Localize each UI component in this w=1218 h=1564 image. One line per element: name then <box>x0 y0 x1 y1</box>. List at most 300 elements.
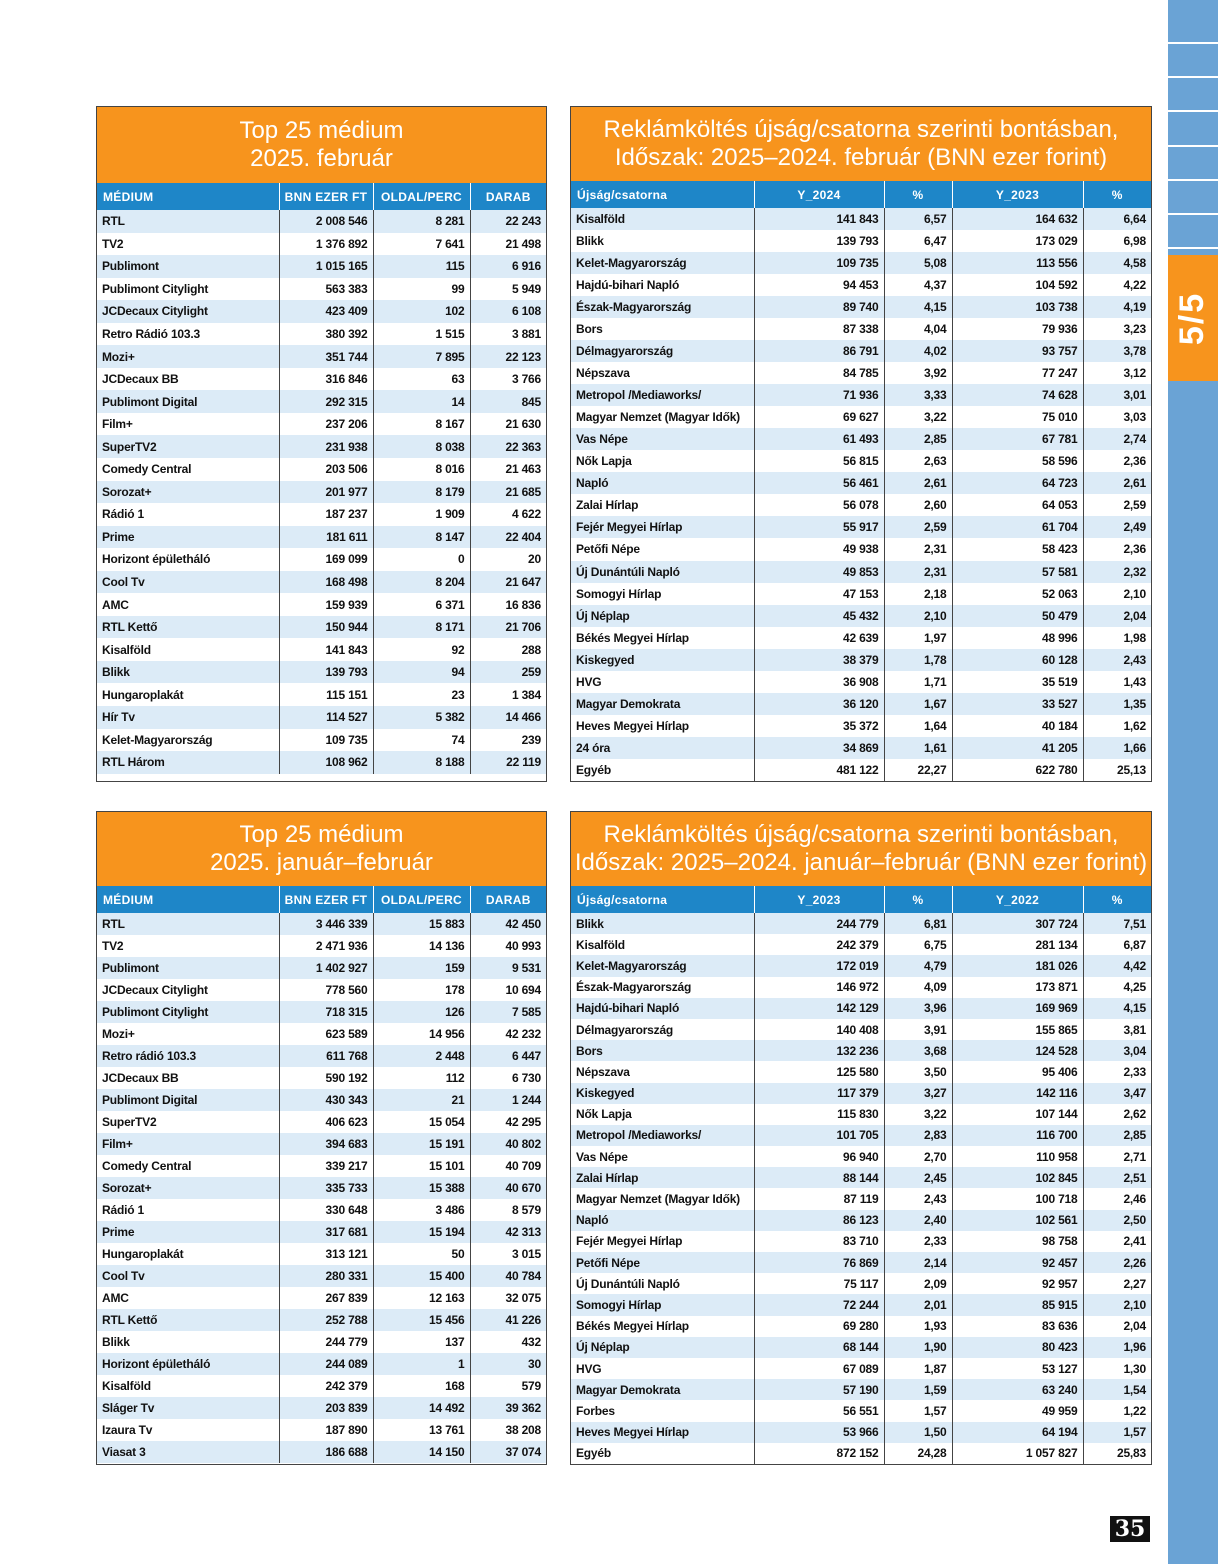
cell-value: 1,50 <box>884 1422 952 1443</box>
cell-value: 845 <box>470 390 546 413</box>
cell-value: 4,22 <box>1083 274 1151 296</box>
cell-value: 14 492 <box>373 1397 470 1419</box>
row-label: Békés Megyei Hírlap <box>571 1316 754 1337</box>
column-header: Y_2023 <box>754 886 884 913</box>
cell-value: 22,27 <box>884 759 952 781</box>
cell-value: 55 917 <box>754 516 884 538</box>
cell-value: 50 <box>373 1243 470 1265</box>
cell-value: 237 206 <box>279 413 373 436</box>
cell-value: 36 908 <box>754 671 884 693</box>
cell-value: 1,59 <box>884 1379 952 1400</box>
cell-value: 4,19 <box>1083 296 1151 318</box>
cell-value: 2,01 <box>884 1294 952 1315</box>
table-row <box>97 255 546 278</box>
cell-value: 99 <box>373 278 470 301</box>
row-label: Bors <box>571 1040 754 1061</box>
cell-value: 110 958 <box>952 1146 1083 1167</box>
cell-value: 2,59 <box>884 516 952 538</box>
cell-value: 8 016 <box>373 458 470 481</box>
title-line-2: 2025. január–február <box>210 849 433 876</box>
table-row <box>97 435 546 458</box>
row-label: RTL <box>97 210 279 233</box>
cell-value: 432 <box>470 1331 546 1353</box>
cell-value: 6,87 <box>1083 934 1151 955</box>
row-label: Blikk <box>97 661 279 684</box>
row-label: Kisalföld <box>571 934 754 955</box>
row-label: SuperTV2 <box>97 435 279 458</box>
row-label: Heves Megyei Hírlap <box>571 1422 754 1443</box>
cell-value: 22 119 <box>470 751 546 774</box>
table-row <box>571 1167 1151 1188</box>
cell-value: 1 402 927 <box>279 957 373 979</box>
cell-value: 3,04 <box>1083 1040 1151 1061</box>
row-label: Bors <box>571 318 754 340</box>
cell-value: 2,26 <box>1083 1252 1151 1273</box>
row-label: Nők Lapja <box>571 450 754 472</box>
row-label: Hajdú-bihari Napló <box>571 274 754 296</box>
cell-value: 67 089 <box>754 1358 884 1379</box>
cell-value: 42 232 <box>470 1023 546 1045</box>
cell-value: 37 074 <box>470 1441 546 1463</box>
cell-value: 169 099 <box>279 548 373 571</box>
table-row <box>571 494 1151 516</box>
cell-value: 7 895 <box>373 345 470 368</box>
cell-value: 4,25 <box>1083 977 1151 998</box>
table-row <box>571 1422 1151 1443</box>
cell-value: 1,93 <box>884 1316 952 1337</box>
cell-value: 21 685 <box>470 481 546 504</box>
cell-value: 40 709 <box>470 1155 546 1177</box>
cell-value: 203 839 <box>279 1397 373 1419</box>
cell-value: 380 392 <box>279 323 373 346</box>
cell-value: 53 966 <box>754 1422 884 1443</box>
row-label: Népszava <box>571 1061 754 1082</box>
cell-value: 15 194 <box>373 1221 470 1243</box>
cell-value: 172 019 <box>754 955 884 976</box>
table-row <box>571 428 1151 450</box>
cell-value: 21 <box>373 1089 470 1111</box>
cell-value: 32 075 <box>470 1287 546 1309</box>
row-label: Horizont épületháló <box>97 548 279 571</box>
cell-value: 139 793 <box>279 661 373 684</box>
cell-value: 186 688 <box>279 1441 373 1463</box>
cell-value: 3 881 <box>470 323 546 346</box>
table-row <box>571 1083 1151 1104</box>
cell-value: 2,45 <box>884 1167 952 1188</box>
cell-value: 3,92 <box>884 362 952 384</box>
table-row <box>571 913 1151 934</box>
table-row <box>97 1221 546 1243</box>
cell-value: 159 939 <box>279 593 373 616</box>
row-label: Kelet-Magyarország <box>571 252 754 274</box>
cell-value: 8 188 <box>373 751 470 774</box>
table-row <box>571 362 1151 384</box>
cell-value: 56 551 <box>754 1400 884 1421</box>
cell-value: 2,04 <box>1083 1316 1151 1337</box>
cell-value: 94 <box>373 661 470 684</box>
cell-value: 92 <box>373 638 470 661</box>
table-row <box>97 1375 546 1397</box>
cell-value: 71 936 <box>754 384 884 406</box>
cell-value: 21 647 <box>470 571 546 594</box>
cell-value: 259 <box>470 661 546 684</box>
cell-value: 22 123 <box>470 345 546 368</box>
cell-value: 3 766 <box>470 368 546 391</box>
cell-value: 2,36 <box>1083 538 1151 560</box>
cell-value: 116 700 <box>952 1125 1083 1146</box>
cell-value: 87 338 <box>754 318 884 340</box>
section-page-tab <box>1168 255 1218 381</box>
row-label: Vas Népe <box>571 428 754 450</box>
table-row <box>571 1443 1151 1464</box>
cell-value: 8 204 <box>373 571 470 594</box>
table-row <box>97 729 546 752</box>
cell-value: 4 622 <box>470 503 546 526</box>
cell-value: 115 <box>373 255 470 278</box>
cell-value: 3,68 <box>884 1040 952 1061</box>
row-label: Hungaroplakát <box>97 1243 279 1265</box>
cell-value: 15 054 <box>373 1111 470 1133</box>
cell-value: 83 636 <box>952 1316 1083 1337</box>
table-row <box>571 671 1151 693</box>
cell-value: 14 956 <box>373 1023 470 1045</box>
cell-value: 15 883 <box>373 913 470 935</box>
cell-value: 79 936 <box>952 318 1083 340</box>
table-row <box>571 406 1151 428</box>
cell-value: 718 315 <box>279 1001 373 1023</box>
table-row <box>571 538 1151 560</box>
table-row <box>97 1265 546 1287</box>
cell-value: 7 585 <box>470 1001 546 1023</box>
row-label: Film+ <box>97 413 279 436</box>
row-label: Napló <box>571 472 754 494</box>
row-label: Film+ <box>97 1133 279 1155</box>
cell-value: 1,35 <box>1083 693 1151 715</box>
cell-value: 38 379 <box>754 649 884 671</box>
table-row <box>97 706 546 729</box>
cell-value: 10 694 <box>470 979 546 1001</box>
table-row <box>571 274 1151 296</box>
title-line-2: 2025. február <box>250 145 393 172</box>
cell-value: 2,85 <box>884 428 952 450</box>
table-row <box>571 1337 1151 1358</box>
table-row <box>571 1125 1151 1146</box>
cell-value: 15 456 <box>373 1309 470 1331</box>
row-label: Izaura Tv <box>97 1419 279 1441</box>
table-row <box>571 977 1151 998</box>
cell-value: 187 890 <box>279 1419 373 1441</box>
row-label: Blikk <box>571 913 754 934</box>
cell-value: 2,09 <box>884 1273 952 1294</box>
cell-value: 42 313 <box>470 1221 546 1243</box>
row-label: Kiskegyed <box>571 1083 754 1104</box>
cell-value: 42 639 <box>754 627 884 649</box>
cell-value: 155 865 <box>952 1019 1083 1040</box>
cell-value: 89 740 <box>754 296 884 318</box>
cell-value: 92 457 <box>952 1252 1083 1273</box>
panel-title <box>97 812 546 886</box>
table-row <box>97 1199 546 1221</box>
cell-value: 13 761 <box>373 1419 470 1441</box>
cell-value: 1,96 <box>1083 1337 1151 1358</box>
cell-value: 22 243 <box>470 210 546 233</box>
cell-value: 5,08 <box>884 252 952 274</box>
cell-value: 6,81 <box>884 913 952 934</box>
cell-value: 1 384 <box>470 683 546 706</box>
cell-value: 2,71 <box>1083 1146 1151 1167</box>
cell-value: 1 244 <box>470 1089 546 1111</box>
cell-value: 181 611 <box>279 526 373 549</box>
cell-value: 64 723 <box>952 472 1083 494</box>
table-row <box>97 1133 546 1155</box>
row-label: TV2 <box>97 233 279 256</box>
cell-value: 34 869 <box>754 737 884 759</box>
spending-jan-feb-panel <box>570 811 1152 1465</box>
cell-value: 93 757 <box>952 340 1083 362</box>
row-label: JCDecaux BB <box>97 368 279 391</box>
row-label: Új Dunántúli Napló <box>571 561 754 583</box>
cell-value: 579 <box>470 1375 546 1397</box>
top25-jan-feb-panel <box>96 811 547 1465</box>
row-label: Kisalföld <box>97 638 279 661</box>
table-row <box>97 233 546 256</box>
row-label: Publimont Citylight <box>97 1001 279 1023</box>
row-label: Sláger Tv <box>97 1397 279 1419</box>
row-label: Magyar Nemzet (Magyar Idők) <box>571 1188 754 1209</box>
cell-value: 39 362 <box>470 1397 546 1419</box>
row-label: Comedy Central <box>97 1155 279 1177</box>
cell-value: 1,67 <box>884 693 952 715</box>
cell-value: 142 129 <box>754 998 884 1019</box>
row-label: Észak-Magyarország <box>571 296 754 318</box>
table-row <box>571 450 1151 472</box>
column-header: % <box>1083 181 1151 208</box>
row-label: Rádió 1 <box>97 1199 279 1221</box>
table-row <box>97 458 546 481</box>
cell-value: 56 461 <box>754 472 884 494</box>
row-label: Fejér Megyei Hírlap <box>571 1231 754 1252</box>
table-row <box>97 638 546 661</box>
cell-value: 8 167 <box>373 413 470 436</box>
page-number: 35 <box>1110 1516 1150 1542</box>
table-row <box>571 715 1151 737</box>
cell-value: 6 730 <box>470 1067 546 1089</box>
cell-value: 25,13 <box>1083 759 1151 781</box>
table-row <box>571 1040 1151 1061</box>
cell-value: 2,59 <box>1083 494 1151 516</box>
cell-value: 3,01 <box>1083 384 1151 406</box>
row-label: SuperTV2 <box>97 1111 279 1133</box>
row-label: Magyar Nemzet (Magyar Idők) <box>571 406 754 428</box>
cell-value: 84 785 <box>754 362 884 384</box>
table-row <box>571 1379 1151 1400</box>
spending-february-table <box>571 181 1151 781</box>
row-label: Comedy Central <box>97 458 279 481</box>
table-row <box>97 1243 546 1265</box>
cell-value: 58 596 <box>952 450 1083 472</box>
row-label: Fejér Megyei Hírlap <box>571 516 754 538</box>
cell-value: 3,50 <box>884 1061 952 1082</box>
row-label: Somogyi Hírlap <box>571 1294 754 1315</box>
cell-value: 2,41 <box>1083 1231 1151 1252</box>
row-label: Sorozat+ <box>97 1177 279 1199</box>
cell-value: 1 015 165 <box>279 255 373 278</box>
cell-value: 313 121 <box>279 1243 373 1265</box>
table-row <box>97 1441 546 1463</box>
cell-value: 164 632 <box>952 208 1083 230</box>
table-header-row <box>571 181 1151 208</box>
cell-value: 3 015 <box>470 1243 546 1265</box>
cell-value: 159 <box>373 957 470 979</box>
cell-value: 15 400 <box>373 1265 470 1287</box>
cell-value: 317 681 <box>279 1221 373 1243</box>
cell-value: 2,10 <box>884 605 952 627</box>
row-label: Prime <box>97 526 279 549</box>
cell-value: 15 388 <box>373 1177 470 1199</box>
cell-value: 92 957 <box>952 1273 1083 1294</box>
title-line-1: Top 25 médium <box>239 821 404 848</box>
cell-value: 40 802 <box>470 1133 546 1155</box>
cell-value: 307 724 <box>952 913 1083 934</box>
cell-value: 1,57 <box>884 1400 952 1421</box>
cell-value: 109 735 <box>279 729 373 752</box>
column-header: DARAB <box>470 183 546 210</box>
cell-value: 4,79 <box>884 955 952 976</box>
cell-value: 109 735 <box>754 252 884 274</box>
row-label: Blikk <box>571 230 754 252</box>
table-row <box>97 323 546 346</box>
cell-value: 75 010 <box>952 406 1083 428</box>
cell-value: 6 916 <box>470 255 546 278</box>
cell-value: 481 122 <box>754 759 884 781</box>
cell-value: 1,62 <box>1083 715 1151 737</box>
row-label: Cool Tv <box>97 571 279 594</box>
cell-value: 48 996 <box>952 627 1083 649</box>
cell-value: 30 <box>470 1353 546 1375</box>
cell-value: 126 <box>373 1001 470 1023</box>
cell-value: 1 909 <box>373 503 470 526</box>
table-row <box>97 616 546 639</box>
cell-value: 74 628 <box>952 384 1083 406</box>
cell-value: 252 788 <box>279 1309 373 1331</box>
cell-value: 49 959 <box>952 1400 1083 1421</box>
cell-value: 142 116 <box>952 1083 1083 1104</box>
table-row <box>97 1155 546 1177</box>
table-row <box>97 571 546 594</box>
row-label: Új Néplap <box>571 1337 754 1358</box>
cell-value: 35 372 <box>754 715 884 737</box>
cell-value: 168 498 <box>279 571 373 594</box>
top25-jan-feb-table <box>97 886 546 1463</box>
cell-value: 8 281 <box>373 210 470 233</box>
cell-value: 40 184 <box>952 715 1083 737</box>
row-label: Mozi+ <box>97 345 279 368</box>
row-label: Prime <box>97 1221 279 1243</box>
table-row <box>571 230 1151 252</box>
cell-value: 1,30 <box>1083 1358 1151 1379</box>
cell-value: 2,31 <box>884 538 952 560</box>
cell-value: 181 026 <box>952 955 1083 976</box>
cell-value: 778 560 <box>279 979 373 1001</box>
cell-value: 423 409 <box>279 300 373 323</box>
sidebar-rule <box>1168 110 1218 112</box>
sidebar-rule <box>1168 179 1218 181</box>
cell-value: 6,64 <box>1083 208 1151 230</box>
row-label: Cool Tv <box>97 1265 279 1287</box>
cell-value: 1,57 <box>1083 1422 1151 1443</box>
table-row <box>571 1019 1151 1040</box>
cell-value: 139 793 <box>754 230 884 252</box>
cell-value: 14 <box>373 390 470 413</box>
cell-value: 88 144 <box>754 1167 884 1188</box>
cell-value: 281 134 <box>952 934 1083 955</box>
row-label: HVG <box>571 671 754 693</box>
cell-value: 173 029 <box>952 230 1083 252</box>
cell-value: 1,22 <box>1083 1400 1151 1421</box>
cell-value: 5 949 <box>470 278 546 301</box>
cell-value: 2,46 <box>1083 1188 1151 1209</box>
row-label: Észak-Magyarország <box>571 977 754 998</box>
cell-value: 137 <box>373 1331 470 1353</box>
cell-value: 3,33 <box>884 384 952 406</box>
table-row <box>571 649 1151 671</box>
cell-value: 83 710 <box>754 1231 884 1252</box>
sidebar-rule <box>1168 247 1218 249</box>
table-row <box>97 1045 546 1067</box>
cell-value: 2,36 <box>1083 450 1151 472</box>
cell-value: 406 623 <box>279 1111 373 1133</box>
row-label: Délmagyarország <box>571 1019 754 1040</box>
cell-value: 330 648 <box>279 1199 373 1221</box>
cell-value: 239 <box>470 729 546 752</box>
row-label: Zalai Hírlap <box>571 494 754 516</box>
cell-value: 45 432 <box>754 605 884 627</box>
row-label: Magyar Demokrata <box>571 1379 754 1400</box>
cell-value: 2 448 <box>373 1045 470 1067</box>
cell-value: 1,90 <box>884 1337 952 1358</box>
column-header: Y_2022 <box>952 886 1083 913</box>
row-label: Mozi+ <box>97 1023 279 1045</box>
cell-value: 108 962 <box>279 751 373 774</box>
table-row <box>97 413 546 436</box>
table-header-row <box>97 886 546 913</box>
row-label: Napló <box>571 1210 754 1231</box>
cell-value: 2,10 <box>1083 583 1151 605</box>
cell-value: 132 236 <box>754 1040 884 1061</box>
row-label: JCDecaux BB <box>97 1067 279 1089</box>
column-header: % <box>1083 886 1151 913</box>
cell-value: 21 463 <box>470 458 546 481</box>
cell-value: 2,50 <box>1083 1210 1151 1231</box>
row-label: Délmagyarország <box>571 340 754 362</box>
cell-value: 74 <box>373 729 470 752</box>
cell-value: 2,74 <box>1083 428 1151 450</box>
row-label: Publimont <box>97 957 279 979</box>
row-label: Petőfi Népe <box>571 1252 754 1273</box>
cell-value: 94 453 <box>754 274 884 296</box>
cell-value: 2,60 <box>884 494 952 516</box>
cell-value: 335 733 <box>279 1177 373 1199</box>
cell-value: 68 144 <box>754 1337 884 1358</box>
cell-value: 113 556 <box>952 252 1083 274</box>
column-header: Y_2023 <box>952 181 1083 208</box>
row-label: Metropol /Mediaworks/ <box>571 384 754 406</box>
table-row <box>97 345 546 368</box>
table-row <box>97 1353 546 1375</box>
cell-value: 96 940 <box>754 1146 884 1167</box>
row-label: Retro Rádió 103.3 <box>97 323 279 346</box>
cell-value: 6,75 <box>884 934 952 955</box>
